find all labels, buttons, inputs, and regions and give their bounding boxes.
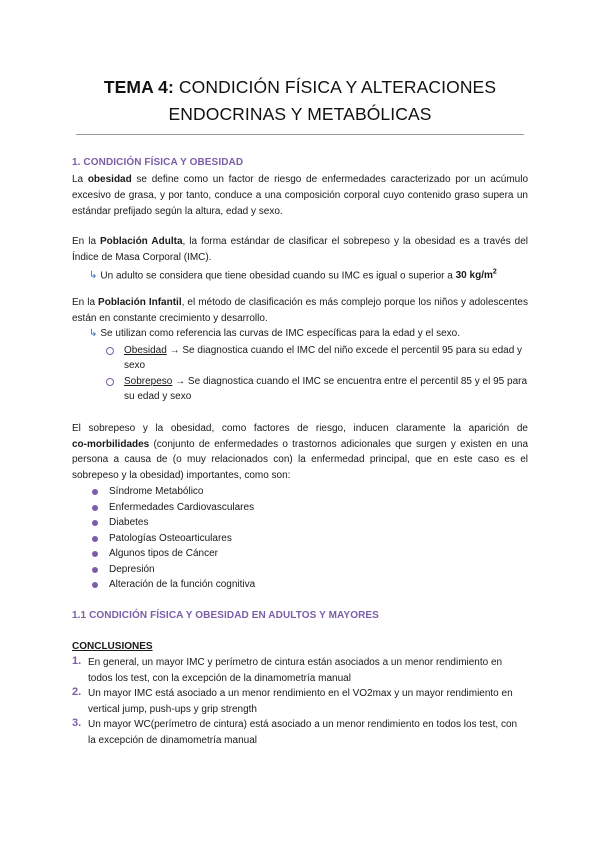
- obesity-criterion-line2: sexo: [124, 360, 146, 371]
- circle-bullet-icon: [106, 347, 114, 355]
- title-rest: CONDICIÓN FÍSICA Y ALTERACIONES: [173, 77, 497, 97]
- title-bold: TEMA 4:: [103, 77, 174, 97]
- adult-paragraph-line1: En la Población Adulta, la forma estándar de clasificar el sobrepeso y la obesidad es a través del: [72, 236, 528, 247]
- bullet-icon: [92, 551, 98, 557]
- list-number: 3.: [72, 717, 82, 729]
- list-item: Alteración de la función cognitiva: [109, 579, 256, 590]
- comorbidity-paragraph-line1: El sobrepeso y la obesidad, como factores de riesgo, inducen claramente la aparición de: [72, 423, 528, 434]
- bullet-icon: [92, 582, 98, 588]
- conclusion-2-line2: vertical jump, push-ups y grip strength: [88, 704, 257, 715]
- conclusion-3-line2: la excepción de dinamometría manual: [88, 735, 257, 746]
- conclusion-1-line1: En general, un mayor IMC y perímetro de cintura están asociados a un menor rendimiento en: [88, 657, 503, 668]
- conclusions-label: CONCLUSIONES: [72, 641, 153, 652]
- comorbidity-paragraph-line4: sobrepeso y la obesidad) importantes, como son:: [72, 470, 291, 481]
- list-number: 1.: [72, 655, 82, 667]
- list-item: Patologías Osteoarticulares: [109, 533, 232, 544]
- list-item: Síndrome Metabólico: [109, 486, 204, 497]
- list-number: 2.: [72, 686, 82, 698]
- conclusion-1-line2: todos los test, con la excepción de la dinamometría manual: [88, 673, 351, 684]
- bullet-icon: [92, 567, 98, 573]
- return-arrow-icon: ↳: [89, 270, 98, 282]
- bullet-icon: [92, 536, 98, 542]
- document-title-line2: ENDOCRINAS Y METABÓLICAS: [168, 104, 432, 124]
- section-heading-1-1: 1.1 CONDICIÓN FÍSICA Y OBESIDAD EN ADULTOS Y MAYORES: [72, 610, 379, 621]
- obesity-definition-line2: excesivo de grasa, y por tanto, conduce a una composición corporal cuyo contenido graso supera un: [72, 190, 528, 201]
- conclusion-2-line1: Un mayor IMC está asociado a un menor rendimiento en el VO2max y un mayor rendimiento en: [88, 688, 513, 699]
- comorbidity-paragraph-line2: co-morbilidades (conjunto de enfermedades o trastornos adicionales que surgen y existen en una: [72, 439, 528, 450]
- document-title: [0, 75, 600, 99]
- bullet-icon: [92, 505, 98, 511]
- list-item: Depresión: [109, 564, 155, 575]
- list-item: Algunos tipos de Cáncer: [109, 548, 218, 559]
- child-paragraph-line1: En la Población Infantil, el método de clasificación es más complejo porque los niños y adolescentes: [72, 297, 528, 308]
- return-arrow-icon: ↳: [89, 328, 98, 339]
- obesity-definition-line1: La obesidad se define como un factor de riesgo de enfermedades caracterizado por un acúmulo: [72, 174, 529, 185]
- title-divider: [76, 134, 524, 135]
- conclusion-3-line1: Un mayor WC(perímetro de cintura) está asociado a un menor rendimiento en todos los test, con: [88, 719, 518, 730]
- child-sub-point: ↳ Se utilizan como referencia las curvas de IMC específicas para la edad y el sexo.: [89, 328, 461, 339]
- list-item: Diabetes: [109, 517, 149, 528]
- obesity-criterion-line1: Obesidad → Se diagnostica cuando el IMC del niño excede el percentil 95 para su edad y: [124, 345, 523, 356]
- section-heading-1: 1. CONDICIÓN FÍSICA Y OBESIDAD: [72, 157, 244, 168]
- obesity-definition-line3: estándar prefijado según la altura, edad y sexo.: [72, 206, 283, 217]
- adult-paragraph-line2: Índice de Masa Corporal (IMC).: [72, 252, 212, 263]
- bullet-icon: [92, 520, 98, 526]
- child-paragraph-line2: están en constante crecimiento y desarrollo.: [72, 313, 268, 324]
- comorbidity-paragraph-line3: persona a causa de (o muy relacionados con) la enfermedad principal, que en este caso es el: [72, 454, 528, 465]
- circle-bullet-icon: [106, 378, 114, 386]
- bullet-icon: [92, 489, 98, 495]
- adult-sub-point: ↳ Un adulto se considera que tiene obesidad cuando su IMC es igual o superior a 30 $kg/m^2$: [89, 269, 497, 282]
- list-item: Enfermedades Cardiovasculares: [109, 502, 255, 513]
- overweight-criterion-line1: Sobrepeso → Se diagnostica cuando el IMC se encuentra entre el percentil 85 y el 95 para: [124, 376, 528, 387]
- overweight-criterion-line2: su edad y sexo: [124, 391, 192, 402]
